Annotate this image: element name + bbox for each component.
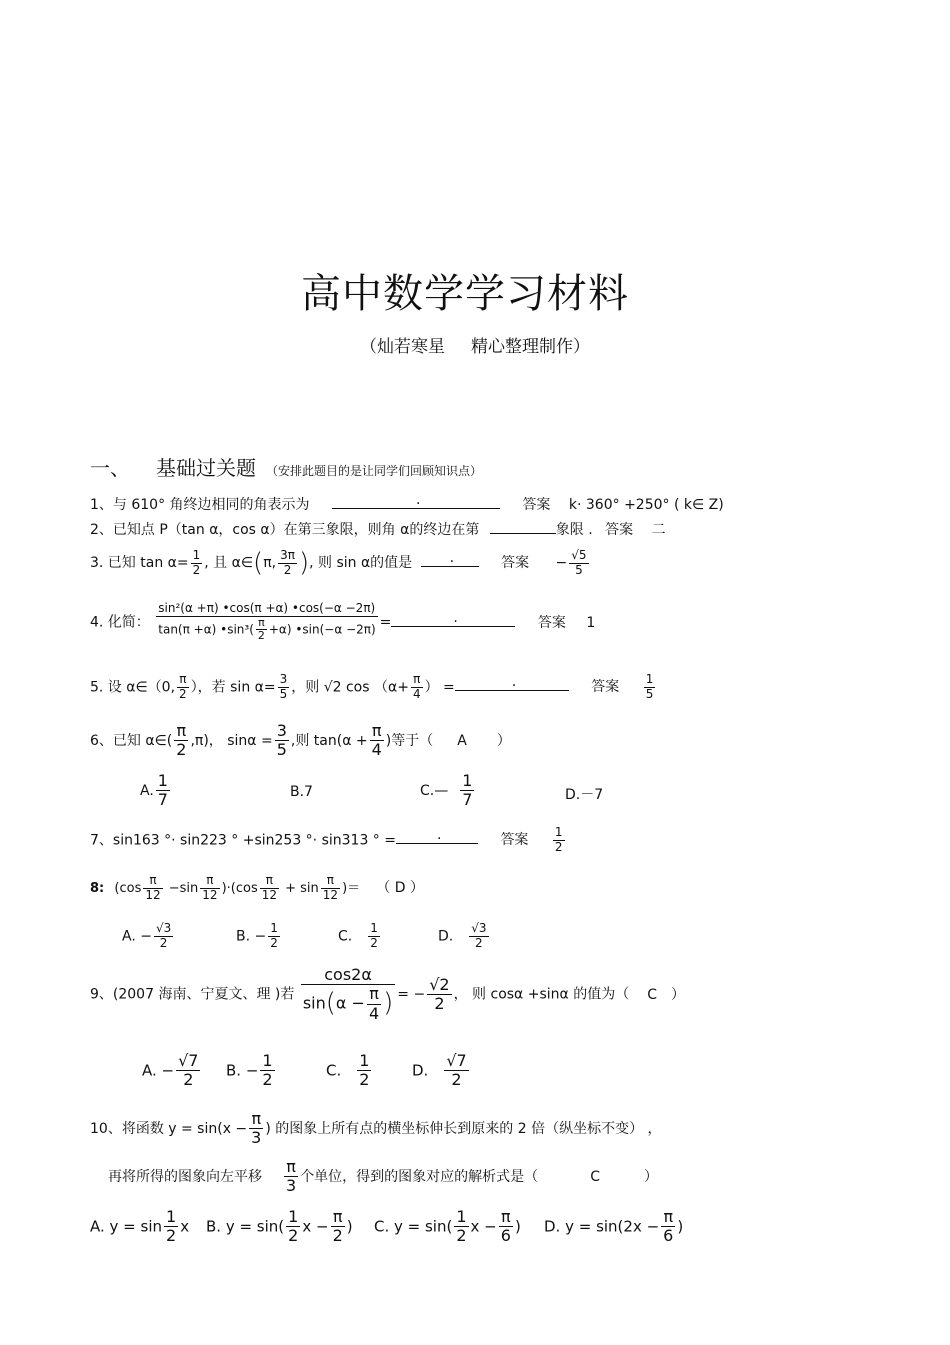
q10-pre: 10、将函数 y = sin(x −	[90, 1120, 248, 1137]
q3-mid: , 且 α∈	[204, 555, 254, 571]
q1-answer-blank: .	[332, 494, 500, 509]
q4-expression: sin²(α +π) •cos(π +α) •cos(−α −2π) tan(π +α) •sin³( $\frac{\pi}{2}$ +α) •sin(−α −2π)	[158, 601, 376, 643]
q9-expression: cos2α sin(α − $\frac{\pi}{4}$ )	[302, 965, 394, 1023]
section-name: 基础过关题	[156, 456, 256, 480]
q4-answer-label: 答案	[537, 614, 566, 631]
q7-answer: $\frac{1}{2}$	[554, 825, 563, 854]
q3-answer-blank: .	[421, 552, 479, 567]
q9-close: ）	[670, 986, 685, 1003]
question-5	[90, 673, 657, 702]
q1-text: 1、与 610° 角终边相同的角表示为	[90, 497, 310, 513]
q7-answer-label: 答案	[500, 832, 529, 849]
q1-answer-label: 答案	[522, 497, 551, 513]
q3-frac-2: $\frac{3\pi}{2}$	[280, 547, 295, 577]
q2-text: 2、已知点 P（tan α，cos α）在第三象限，则角 α的终边在第	[90, 522, 480, 538]
q6-answer: A	[457, 732, 467, 749]
q6-option-a: A. $\frac{1}{7}$	[140, 771, 168, 810]
q6-mid-2: ,则 tan(α +	[290, 732, 368, 749]
q5-pre: 5. 设 α∈（0,	[90, 679, 176, 696]
question-3: 3. 已知 tan α= $\frac{1}{2}$ , 且 α∈(π, $\frac{3\pi}{2}$ ), 则 sin α的值是 . 答案 − $\frac{√5}{5}$	[90, 547, 587, 578]
q5-frac-2: $\frac{3}{5}$	[279, 672, 288, 701]
question-4	[90, 602, 595, 643]
q5-mid-2: ，则 √2 cos （α+	[291, 679, 409, 696]
q3-post: , 则 sin α的值是	[309, 555, 413, 571]
subtitle-right: 精心整理制作）	[471, 337, 590, 357]
q9-equals: = −	[397, 986, 426, 1003]
q6-pre: 6、已知 α∈(	[90, 732, 173, 749]
q10-option-a: A. y = sin $\frac{1}{2}$ x	[90, 1207, 190, 1246]
q8-answer: （ D ）	[376, 879, 424, 896]
q4-equals: =	[379, 614, 392, 631]
q2-answer: 二	[651, 522, 666, 538]
q5-frac-1: $\frac{\pi}{2}$	[179, 672, 187, 701]
document-title: 高中数学学习材料	[301, 271, 629, 317]
q3-answer-label: 答案	[501, 555, 530, 571]
q5-mid-1: ），若 sin α=	[190, 679, 276, 696]
question-8: 8: (cos $\frac{\pi}{12}$ −sin $\frac{\pi}{12}$ )·(cos $\frac{\pi}{12}$ + sin $\frac{\pi}{12}$ )＝ （ D ）	[90, 873, 424, 902]
q9-option-c: C. $\frac{1}{2}$	[326, 1051, 370, 1090]
question-10-line-2	[108, 1158, 658, 1196]
q6-frac-1: $\frac{\pi}{2}$	[176, 721, 187, 760]
q9-option-d: D. $\frac{√7}{2}$	[412, 1051, 467, 1090]
section-heading	[90, 452, 482, 481]
q6-frac-2: $\frac{3}{5}$	[276, 721, 287, 760]
q5-frac-3: $\frac{\pi}{4}$	[412, 672, 421, 701]
q10-option-c: C. y = sin( $\frac{1}{2}$ x − $\frac{\pi}{6}$ )	[374, 1207, 521, 1246]
q3-pre: 3. 已知 tan α=	[90, 555, 189, 571]
q5-answer: $\frac{1}{5}$	[645, 672, 654, 701]
q2-answer-blank	[490, 519, 556, 534]
question-1	[90, 494, 724, 514]
q6-frac-3: $\frac{\pi}{4}$	[371, 721, 382, 760]
q6-option-d: D.－7	[565, 787, 604, 803]
q10-answer: C	[590, 1168, 600, 1185]
q10-line2-post: 个单位，得到的图象对应的解析式是（	[300, 1168, 539, 1185]
q6-post: )等于（	[385, 732, 434, 749]
q10-option-d: D. y = sin(2x − $\frac{\pi}{6}$ )	[544, 1207, 684, 1246]
section-note: （安排此题目的是让同学们回顾知识点）	[266, 464, 483, 478]
q3-answer: $\frac{√5}{5}$	[571, 547, 587, 577]
q9-pre: 9、(2007 海南、宁夏文、理 )若	[90, 986, 295, 1003]
q8-option-d: D. $\frac{√3}{2}$	[438, 921, 487, 950]
q8-option-c: C. $\frac{1}{2}$	[338, 921, 378, 950]
q3-answer-sign: −	[555, 555, 568, 571]
q6-close: ）	[496, 732, 511, 749]
q4-pre: 4. 化简：	[90, 614, 150, 631]
q6-option-b: B.7	[290, 784, 313, 800]
q5-answer-label: 答案	[591, 679, 620, 696]
q10-frac: $\frac{\pi}{3}$	[251, 1109, 262, 1148]
q3-interval-start: π,	[263, 555, 277, 571]
q3-frac-1: $\frac{1}{2}$	[192, 547, 201, 577]
q10-close: ）	[643, 1168, 658, 1185]
q4-answer-blank: .	[391, 612, 515, 627]
section-number: 一、	[90, 456, 130, 480]
question-7	[90, 826, 567, 855]
question-9	[90, 966, 685, 1023]
q5-answer-blank: .	[455, 676, 569, 691]
q9-answer: C	[647, 986, 657, 1003]
q10-option-b: B. y = sin( $\frac{1}{2}$ x − $\frac{\pi}{2}$ )	[206, 1207, 353, 1246]
document-subtitle	[360, 332, 590, 357]
q2-tail: 象限 .	[555, 522, 593, 538]
q10-line2-frac: $\frac{\pi}{3}$	[286, 1157, 297, 1196]
question-2	[90, 519, 666, 539]
question-6	[90, 722, 511, 760]
q9-option-a: A. − $\frac{√7}{2}$	[142, 1051, 199, 1090]
q7-answer-blank: .	[396, 829, 478, 844]
q9-post: ， 则 cosα +sinα 的值为（	[453, 986, 630, 1003]
q4-answer: 1	[586, 614, 596, 631]
q9-option-b: B. − $\frac{1}{2}$	[226, 1051, 273, 1090]
q1-answer: k· 360° +250° ( k∈ Z)	[568, 497, 724, 513]
q2-answer-label: 答案	[605, 522, 634, 538]
q10-post: ) 的图象上所有点的横坐标伸长到原来的 2 倍（纵坐标不变） ，	[265, 1120, 662, 1137]
q5-mid-3: ） =	[424, 679, 455, 696]
subtitle-left: （灿若寒星	[360, 337, 445, 357]
q8-option-a: A. − $\frac{√3}{2}$	[122, 921, 172, 950]
q8-number: 8:	[90, 880, 105, 896]
q9-rhs: $\frac{√2}{2}$	[429, 974, 450, 1014]
question-10	[90, 1110, 662, 1148]
q7-text: 7、sin163 °· sin223 ° +sin253 °· sin313 ° =	[90, 832, 396, 849]
q6-mid-1: ,π)， sinα =	[190, 732, 273, 749]
q8-option-b: B. − $\frac{1}{2}$	[236, 921, 278, 950]
q6-option-c: C.— $\frac{1}{7}$	[420, 771, 473, 810]
q10-line2-pre: 再将所得的图象向左平移	[108, 1168, 262, 1185]
